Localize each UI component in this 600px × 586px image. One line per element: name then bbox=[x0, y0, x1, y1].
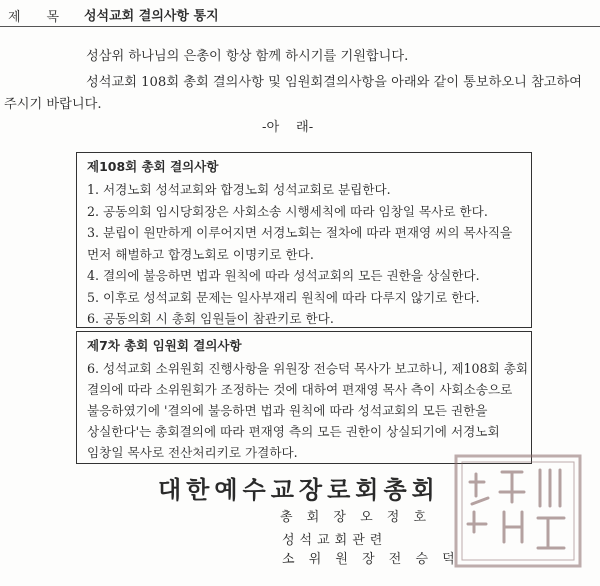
resolution-title-108: 제108회 총회 결의사항 bbox=[87, 159, 219, 174]
greeting: 성삼위 하나님의 은총이 항상 함께 하시기를 기원합니다. bbox=[86, 49, 409, 64]
resolution-box-108 bbox=[76, 152, 532, 328]
resolution-item: 1. 서경노회 성석교회와 합경노회 성석교회로 분립한다. bbox=[87, 182, 391, 197]
signature-committee: 성석교회관련 bbox=[282, 533, 388, 548]
resolution-item: 3. 분립이 원만하게 이루어지면 서경노회는 절차에 따라 편재영 씨의 목사직을 bbox=[87, 225, 513, 240]
intro-line-2: 주시기 바랍니다. bbox=[4, 97, 102, 112]
resolution-item: 6. 성석교회 소위원회 진행사항을 위원장 전승덕 목사가 보고하니, 제108회 총회 bbox=[87, 361, 529, 376]
subject-value: 성석교회 결의사항 통지 bbox=[84, 9, 219, 24]
resolution-item: 2. 공동의회 임시당회장은 사회소송 시행세칙에 따라 임창일 목사로 한다. bbox=[87, 203, 488, 219]
signature-president: 총 회 장 오 정 호 bbox=[280, 510, 432, 525]
resolution-item: 5. 이후로 성석교회 문제는 일사부재리 원칙에 따라 다루지 않기로 한다. bbox=[87, 289, 480, 305]
subject-row bbox=[0, 0, 600, 27]
subject-label: 제목 bbox=[8, 10, 86, 25]
resolution-item: 먼저 해벌하고 합경노회로 이명키로 한다. bbox=[87, 246, 314, 262]
intro-line-1: 성석교회 108회 총회 결의사항 및 임원회결의사항을 아래와 같이 통보하오니 참고하여 bbox=[86, 75, 583, 90]
resolution-item: 4. 결의에 불응하면 법과 원칙에 따라 성석교회의 모든 권한을 상실한다. bbox=[87, 268, 480, 283]
resolution-item: 상실한다'는 총회결의에 따라 편재영 측의 모든 권한이 상실되기에 서경노회 bbox=[87, 424, 500, 439]
official-seal bbox=[452, 452, 584, 570]
below-heading: -아 래- bbox=[262, 120, 314, 135]
resolution-item: 임창일 목사로 전산처리키로 가결하다. bbox=[87, 445, 298, 460]
resolution-item: 결의에 따라 소위원회가 조정하는 것에 대하여 편재영 목사 측이 사회소송으로 bbox=[87, 382, 513, 397]
resolution-box-executive bbox=[76, 331, 532, 464]
resolution-item: 6. 공동의회 시 총회 임원들이 참관키로 한다. bbox=[87, 311, 334, 326]
issuing-organization: 대한예수교장로회총회 bbox=[158, 476, 440, 504]
resolution-title-executive: 제7차 총회 임원회 결의사항 bbox=[87, 338, 242, 353]
resolution-item: 불응하였기에 '결의에 불응하면 법과 원칙에 따라 성석교회의 모든 권한을 bbox=[87, 403, 488, 418]
signature-chair: 소 위 원 장 전 승 덕 bbox=[282, 552, 460, 567]
